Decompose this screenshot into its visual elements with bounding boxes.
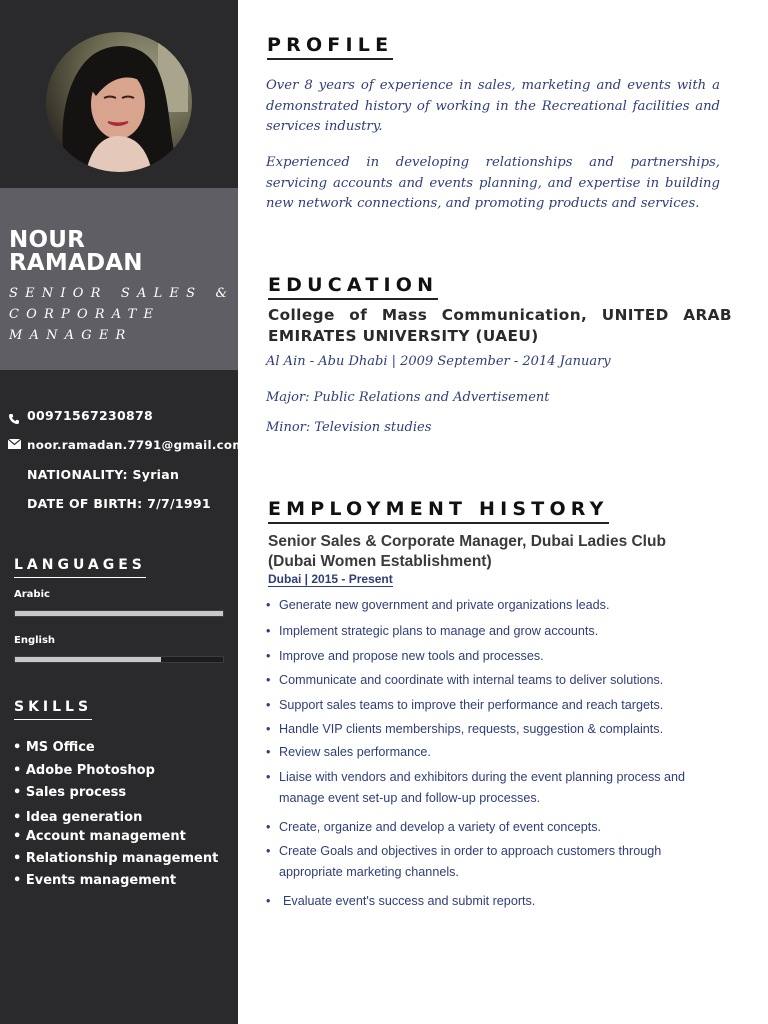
employment-heading: EMPLOYMENT HISTORY — [268, 498, 609, 524]
bullet-dot: • — [266, 770, 271, 784]
sidebar — [0, 0, 245, 1024]
language-bar-fill — [15, 657, 161, 662]
bullet-text: Liaise with vendors and exhibitors during the event planning process and manage event set-up and follow-up processes. — [279, 770, 686, 805]
bullet-text: Generate new government and private organizations leads. — [279, 598, 610, 612]
bullet-dot: • — [266, 624, 271, 638]
language-label-arabic: Arabic — [14, 589, 50, 600]
name-first: NOUR — [9, 227, 85, 253]
profile-paragraph-2: Experienced in developing relationships and partnerships, servicing accounts and events planning, and expertise in building new network connections, and promoting products and services. — [266, 155, 720, 211]
job-bullet — [266, 621, 712, 642]
bullet-dot: • — [266, 698, 271, 712]
bullet-dot: • — [266, 894, 271, 908]
profile-paragraph-1: Over 8 years of experience in sales, marketing and events with a demonstrated history of working in the Recreational facilities and services industry. — [266, 78, 720, 134]
skill-item: • Sales process — [13, 785, 127, 800]
education-minor: Minor: Television studies — [266, 420, 432, 435]
language-bar-english — [14, 656, 224, 663]
job-bullet — [266, 595, 712, 616]
skill-item: • Events management — [13, 873, 177, 888]
education-school: College of Mass Communication, UNITED ARAB EMIRATES UNIVERSITY (UAEU) — [268, 306, 732, 345]
language-bar-fill — [15, 611, 223, 616]
education-location-dates: Al Ain - Abu Dhabi | 2009 September - 2014 January — [266, 354, 611, 369]
bullet-dot: • — [266, 722, 271, 736]
bullet-dot: • — [266, 745, 271, 759]
name-last: RAMADAN — [9, 250, 143, 276]
bullet-text: Evaluate event's success and submit reports. — [283, 894, 536, 908]
bullet-text: Support sales teams to improve their performance and reach targets. — [279, 698, 664, 712]
nationality: NATIONALITY: Syrian — [27, 467, 180, 482]
bullet-dot: • — [266, 844, 271, 858]
job-bullet — [266, 841, 712, 883]
education-heading: EDUCATION — [268, 274, 438, 300]
job-bullet — [266, 767, 712, 809]
bullet-text: Improve and propose new tools and processes. — [279, 649, 544, 663]
education-major: Major: Public Relations and Advertisement — [266, 390, 550, 405]
language-bar-arabic — [14, 610, 224, 617]
job-bullet — [266, 670, 712, 691]
skill-item: • Adobe Photoshop — [13, 763, 155, 778]
bullet-dot: • — [266, 649, 271, 663]
envelope-icon — [8, 439, 21, 449]
profile-photo — [46, 32, 192, 172]
date-of-birth: DATE OF BIRTH: 7/7/1991 — [27, 496, 211, 511]
languages-heading: LANGUAGES — [14, 557, 146, 578]
job-bullet — [266, 695, 712, 716]
phone-number: 00971567230878 — [27, 408, 153, 423]
person-name — [9, 229, 143, 275]
bullet-dot: • — [266, 820, 271, 834]
skill-item: • Idea generation — [13, 810, 143, 825]
skill-item: • Account management — [13, 829, 186, 844]
bullet-text: Create, organize and develop a variety of event concepts. — [279, 820, 602, 834]
bullet-text: Implement strategic plans to manage and grow accounts. — [279, 624, 599, 638]
job-bullet — [266, 742, 712, 763]
email-address: noor.ramadan.7791@gmail.com — [27, 438, 245, 452]
job-bullet — [266, 817, 712, 838]
bullet-text: Create Goals and objectives in order to approach customers through appropriate marketing channels. — [279, 844, 662, 879]
job-title: Senior Sales & Corporate Manager, Dubai Ladies Club (Dubai Women Establishment) — [268, 533, 666, 570]
bullet-text: Handle VIP clients memberships, requests, suggestion & complaints. — [279, 722, 664, 736]
skill-item: • Relationship management — [13, 851, 219, 866]
profile-heading: PROFILE — [267, 34, 393, 60]
language-label-english: English — [14, 635, 56, 646]
bullet-text: Review sales performance. — [279, 745, 431, 759]
bullet-dot: • — [266, 673, 271, 687]
phone-icon — [8, 413, 20, 425]
job-bullet — [266, 891, 712, 912]
job-subtitle: SENIOR SALES & CORPORATE MANAGER — [9, 286, 235, 343]
skills-heading: SKILLS — [14, 699, 92, 720]
skill-item: • MS Office — [13, 740, 95, 755]
job-location: Dubai | 2015 - Present — [268, 572, 393, 586]
bullet-dot: • — [266, 598, 271, 612]
bullet-text: Communicate and coordinate with internal teams to deliver solutions. — [279, 673, 664, 687]
job-bullet — [266, 646, 712, 667]
job-bullet — [266, 719, 712, 740]
